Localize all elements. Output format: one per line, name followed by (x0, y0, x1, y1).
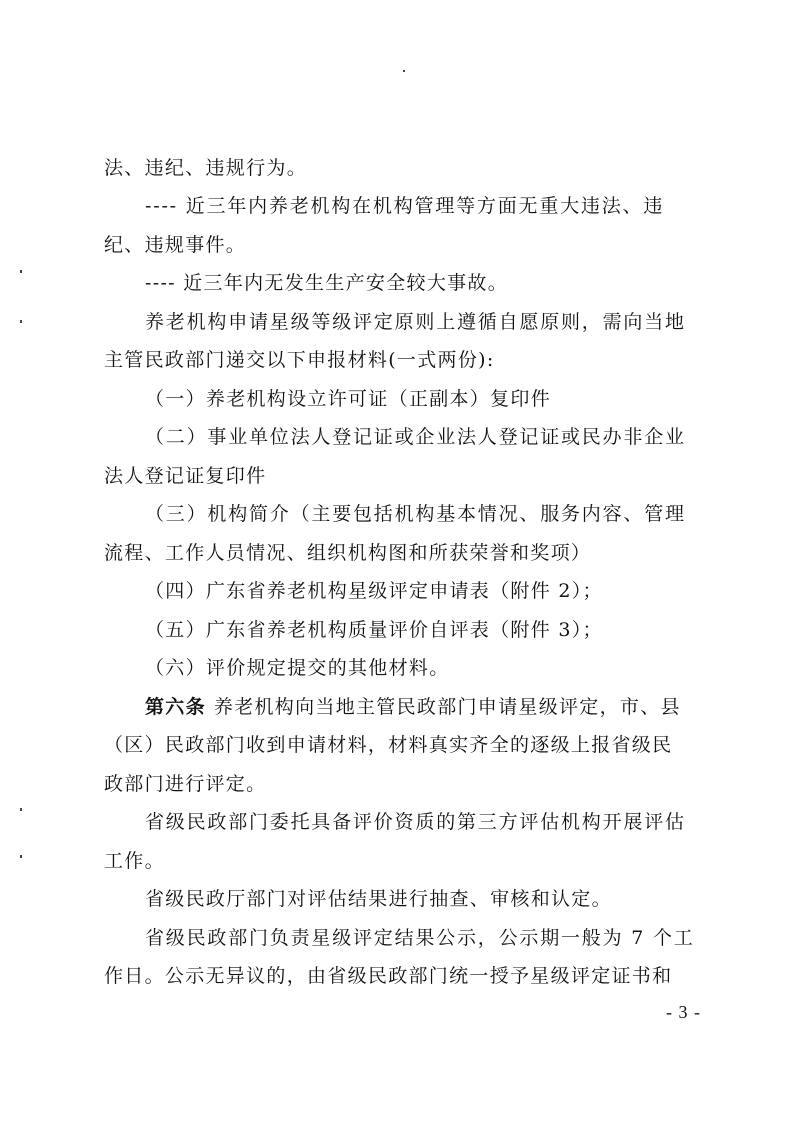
body-line: ---- 近三年内养老机构在机构管理等方面无重大违法、违 (145, 195, 665, 217)
body-line: （四）广东省养老机构星级评定申请表（附件 2）； (145, 580, 603, 602)
scan-speck (20, 270, 22, 273)
body-line: 省级民政部门委托具备评价资质的第三方评估机构开展评估 (145, 811, 686, 833)
body-line: 主管民政部门递交以下申报材料(一式两份): (104, 349, 495, 371)
scan-speck (20, 855, 22, 858)
body-line: 法、违纪、违规行为。 (104, 157, 308, 179)
body-line: 工作。 (104, 850, 165, 872)
body-line: （三）机构简介（主要包括机构基本情况、服务内容、管理 (145, 503, 686, 525)
body-line: 省级民政部门负责星级评定结果公示，公示期一般为 7 个工 (145, 927, 695, 949)
article-text: 养老机构向当地主管民政部门申请星级评定，市、县 (213, 696, 681, 718)
article-label: 第六条 (145, 696, 206, 718)
body-line: 省级民政厅部门对评估结果进行抽查、审核和认定。 (145, 888, 612, 910)
article-line (145, 694, 793, 720)
body-line: 流程、工作人员情况、组织机构图和所获荣誉和奖项） (104, 542, 592, 564)
body-line: （区）民政部门收到申请材料，材料真实齐全的逐级上报省级民 (104, 734, 673, 756)
body-line: 政部门进行评定。 (104, 773, 267, 795)
body-line: 纪、违规事件。 (104, 234, 247, 256)
page-number: - 3 - (666, 1002, 701, 1022)
body-line: 法人登记证复印件 (104, 465, 267, 487)
body-line: （六）评价规定提交的其他材料。 (145, 657, 450, 679)
scan-speck (20, 320, 22, 323)
body-line: ---- 近三年内无发生生产安全较大事故。 (145, 272, 509, 294)
body-line: （一）养老机构设立许可证（正副本）复印件 (145, 388, 552, 410)
body-line: 养老机构申请星级等级评定原则上遵循自愿原则，需向当地 (145, 311, 686, 333)
body-line: （二）事业单位法人登记证或企业法人登记证或民办非企业 (145, 426, 686, 448)
body-line: 作日。公示无异议的，由省级民政部门统一授予星级评定证书和 (104, 965, 673, 987)
scan-speck (403, 70, 405, 72)
scan-speck (20, 808, 22, 811)
body-line: （五）广东省养老机构质量评价自评表（附件 3）； (145, 619, 603, 641)
